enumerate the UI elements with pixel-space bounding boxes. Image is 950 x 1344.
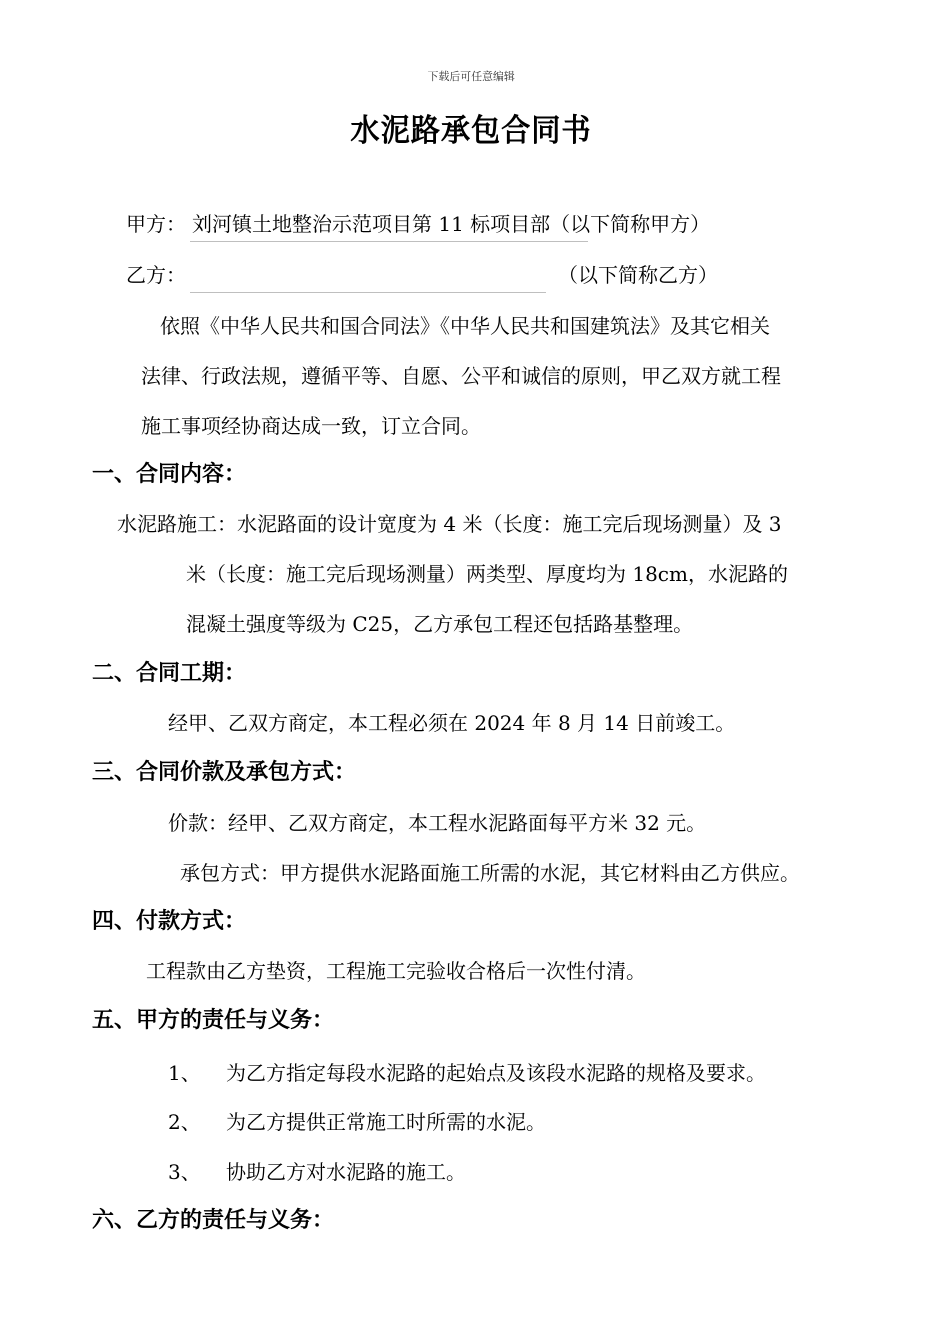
list-item-text: 协助乙方对水泥路的施工。 bbox=[226, 1160, 466, 1184]
section-heading: 五、甲方的责任与义务： bbox=[92, 1008, 335, 1033]
list-item-number: 3、 bbox=[168, 1160, 201, 1184]
preamble-line: 法律、行政法规，遵循平等、自愿、公平和诚信的原则，甲乙双方就工程 bbox=[141, 364, 781, 388]
section-heading: 一、合同内容： bbox=[92, 462, 247, 487]
section-line: 米（长度：施工完后现场测量）两类型、厚度均为 18cm，水泥路的 bbox=[186, 562, 788, 586]
section-line: 经甲、乙双方商定，本工程必须在 2024 年 8 月 14 日前竣工。 bbox=[168, 711, 736, 735]
section-line: 水泥路施工：水泥路面的设计宽度为 4 米（长度：施工完后现场测量）及 3 bbox=[117, 512, 782, 536]
preamble-line: 依照《中华人民共和国合同法》《中华人民共和国建筑法》及其它相关 bbox=[160, 314, 770, 338]
list-item-text: 为乙方指定每段水泥路的起始点及该段水泥路的规格及要求。 bbox=[226, 1061, 766, 1085]
section-line: 工程款由乙方垫资，工程施工完验收合格后一次性付清。 bbox=[146, 959, 646, 983]
list-item-number: 1、 bbox=[168, 1061, 201, 1085]
party-b-suffix: （以下简称乙方） bbox=[558, 263, 718, 287]
section-heading: 四、付款方式： bbox=[92, 909, 247, 934]
party-b-field[interactable] bbox=[190, 260, 546, 293]
section-line: 承包方式：甲方提供水泥路面施工所需的水泥，其它材料由乙方供应。 bbox=[180, 861, 800, 885]
party-a-label: 甲方： bbox=[126, 212, 186, 236]
header-note: 下载后可任意编辑 bbox=[427, 70, 515, 83]
party-a-value: 刘河镇土地整治示范项目第 11 标项目部（以下简称甲方） bbox=[192, 212, 711, 236]
section-line: 混凝土强度等级为 C25，乙方承包工程还包括路基整理。 bbox=[186, 612, 694, 636]
document-title: 水泥路承包合同书 bbox=[350, 113, 592, 149]
list-item-text: 为乙方提供正常施工时所需的水泥。 bbox=[226, 1110, 546, 1134]
list-item-number: 2、 bbox=[168, 1110, 201, 1134]
preamble-line: 施工事项经协商达成一致，订立合同。 bbox=[141, 414, 481, 438]
section-heading: 二、合同工期： bbox=[92, 661, 247, 686]
section-line: 价款：经甲、乙双方商定，本工程水泥路面每平方米 32 元。 bbox=[168, 811, 707, 835]
party-b-label: 乙方： bbox=[126, 263, 186, 287]
section-heading: 六、乙方的责任与义务： bbox=[92, 1208, 335, 1233]
section-heading: 三、合同价款及承包方式： bbox=[92, 760, 357, 785]
